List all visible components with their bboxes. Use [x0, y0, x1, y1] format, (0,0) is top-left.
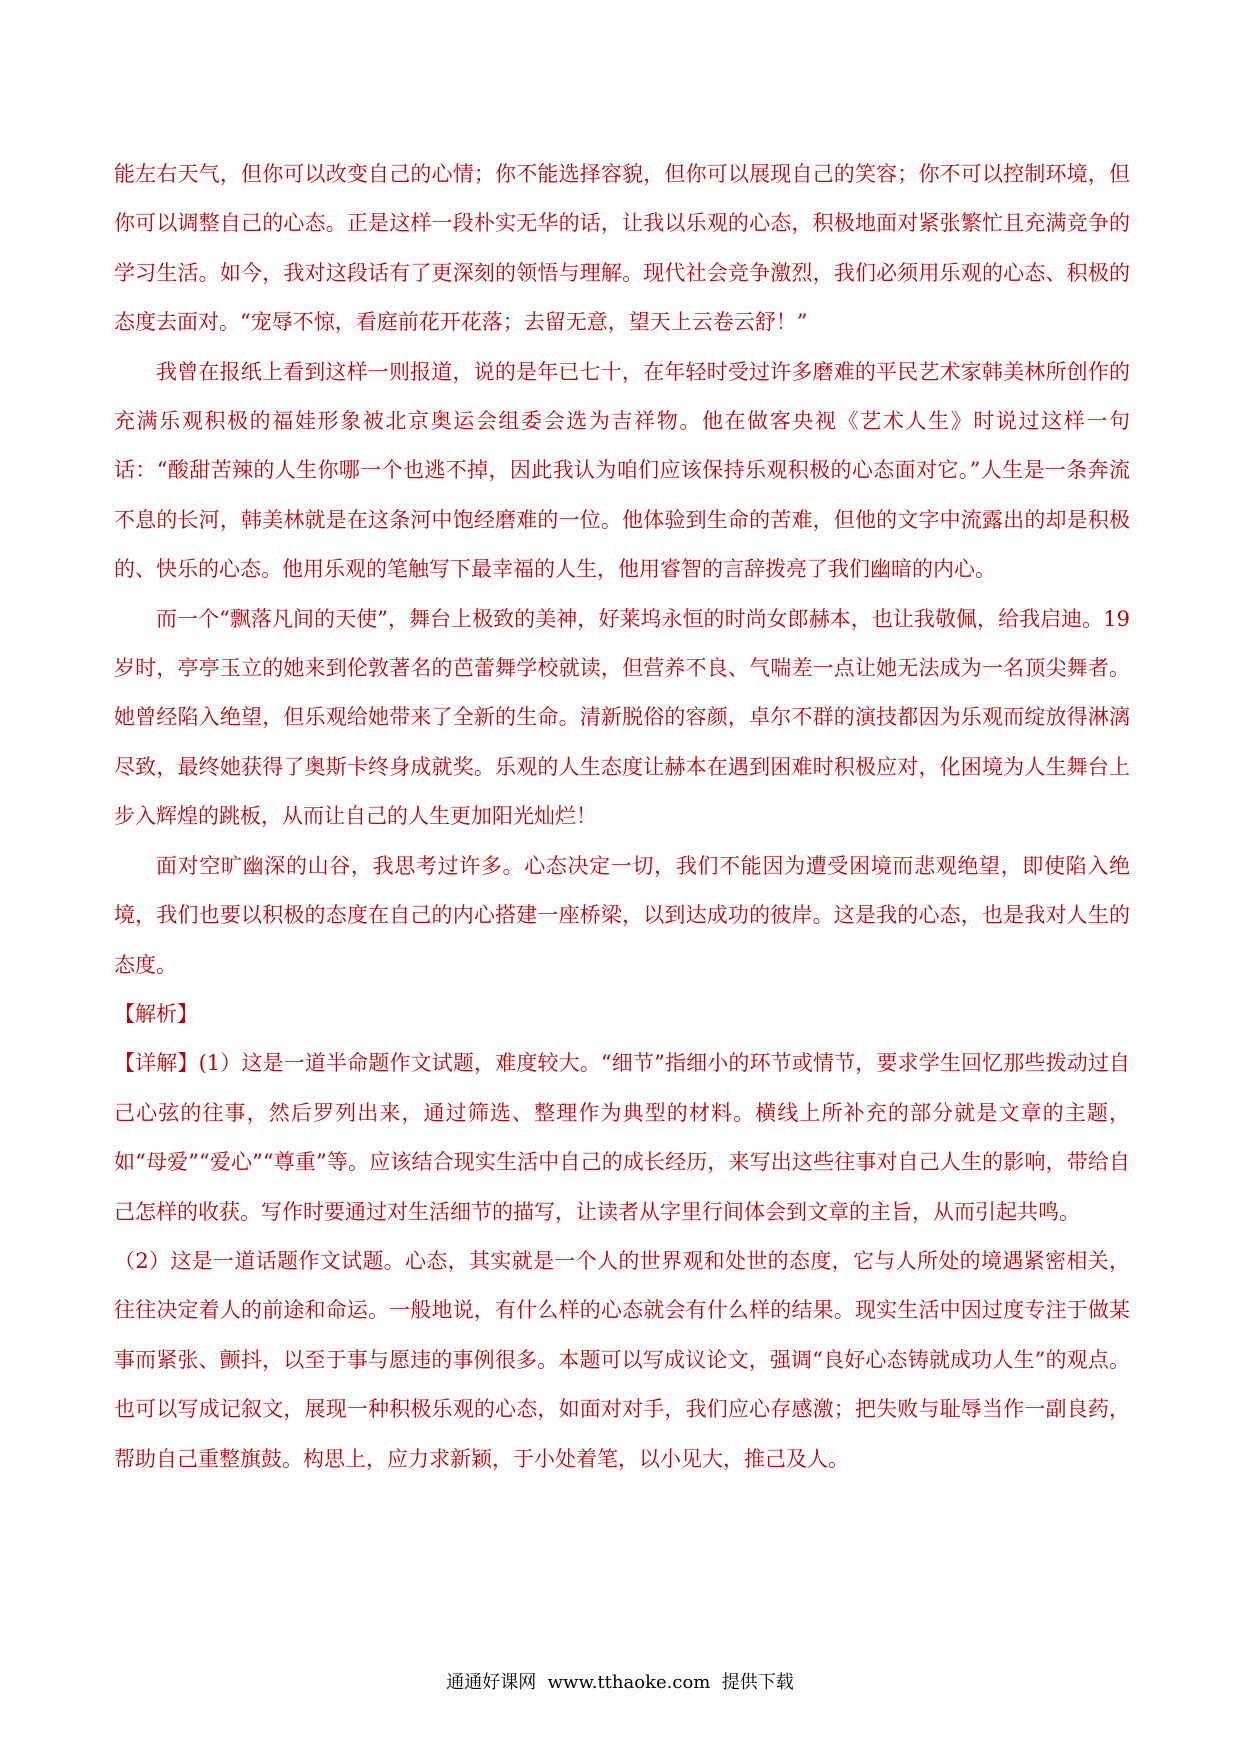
- analysis-part-1-text: (1）这是一道半命题作文试题，难度较大。“细节”指细小的环节或情节，要求学生回忆那些拨动过自己心弦的往事，然后罗列出来，通过筛选、整理作为典型的材料。横线上所补充的部分就是文章的主题，如“母爱”“爱心”“尊重”等。应该结合现实生活中自己的成长经历，来写出这些往事对自己人生的影响，带给自己怎样的收获。写作时要通过对生活细节的描写，让读者从字里行间体会到文章的主旨，从而引起共鸣。: [114, 1051, 1131, 1224]
- footer-text: 通通好课网 www.tthaoke.com 提供下载: [446, 1672, 794, 1693]
- document-body: [114, 150, 1130, 1484]
- analysis-part-1: [114, 1039, 1130, 1237]
- footer-source: [0, 1668, 1240, 1694]
- analysis-heading: 【解析】: [114, 1001, 198, 1026]
- analysis-part-2: （2）这是一道话题作文试题。心态，其实就是一个人的世界观和处世的态度，它与人所处的境遇紧密相关，往往决定着人的前途和命运。一般地说，有什么样的心态就会有什么样的结果。现实生活中因过度专注于做某事而紧张、颤抖，以至于事与愿违的事例很多。本题可以写成议论文，强调“良好心态铸就成功人生”的观点。也可以写成记叙文，展现一种积极乐观的心态，如面对对手，我们应心存感激；把失败与耻辱当作一副良药，帮助自己重整旗鼓。构思上，应力求新颖，于小处着笔，以小见大，推己及人。: [114, 1248, 1130, 1471]
- essay-paragraph-1: 能左右天气，但你可以改变自己的心情；你不能选择容貌，但你可以展现自己的笑容；你不可以控制环境，但你可以调整自己的心态。正是这样一段朴实无华的话，让我以乐观的心态，积极地面对紧张繁忙且充满竞争的学习生活。如今，我对这段话有了更深刻的领悟与理解。现代社会竞争激烈，我们必须用乐观的心态、积极的态度去面对。“宠辱不惊，看庭前花开花落；去留无意，望天上云卷云舒！”: [114, 162, 1130, 335]
- essay-paragraph-3: 而一个“飘落凡间的天使”，舞台上极致的美神，好莱坞永恒的时尚女郎赫本，也让我敬佩，给我启迪。19 岁时，亭亭玉立的她来到伦敦著名的芭蕾舞学校就读，但营养不良、气喘差一点让她无法成为一名顶尖舞者。她曾经陷入绝望，但乐观给她带来了全新的生命。清新脱俗的容颜，卓尔不群的演技都因为乐观而绽放得淋漓尽致，最终她获得了奥斯卡终身成就奖。乐观的人生态度让赫本在遇到困难时积极应对，化困境为人生舞台上步入辉煌的跳板，从而让自己的人生更加阳光灿烂！: [114, 606, 1130, 829]
- essay-paragraph-2: 我曾在报纸上看到这样一则报道，说的是年已七十，在年轻时受过许多磨难的平民艺术家韩美林所创作的充满乐观积极的福娃形象被北京奥运会组委会选为吉祥物。他在做客央视《艺术人生》时说过这样一句话：“酸甜苦辣的人生你哪一个也逃不掉，因此我认为咱们应该保持乐观积极的心态面对它。”人生是一条奔流不息的长河，韩美林就是在这条河中饱经磨难的一位。他体验到生命的苦难，但他的文字中流露出的却是积极的、快乐的心态。他用乐观的笔触写下最幸福的人生，他用睿智的言辞拨亮了我们幽暗的内心。: [114, 359, 1130, 582]
- essay-paragraph-4: 面对空旷幽深的山谷，我思考过许多。心态决定一切，我们不能因为遭受困境而悲观绝望，即使陷入绝境，我们也要以积极的态度在自己的内心搭建一座桥梁，以到达成功的彼岸。这是我的心态，也是我对人生的态度。: [114, 853, 1130, 977]
- detail-label: 【详解】: [114, 1051, 199, 1076]
